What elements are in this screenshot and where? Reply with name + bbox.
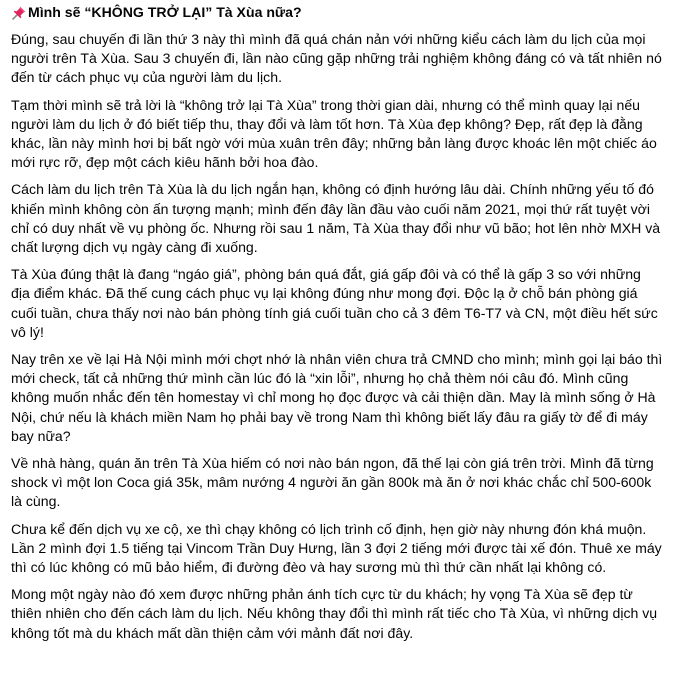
- post-paragraph: Tạm thời mình sẽ trả lời là “không trở lại Tà Xùa” trong thời gian dài, nhưng có thể mình quay lại nếu người làm du lịch ở đó biết tiếp thu, thay đổi và làm tốt hơn. Tà Xùa đẹp không? Đẹp, rất đẹp là đằng khác, lần này mình hơi bị bất ngờ với mùa xuân trên đây; những bản làng được khoác lên một chiếc áo mới rực rỡ, đẹp một cách kiêu hãnh bởi hoa đào.: [11, 96, 657, 171]
- pushpin-icon: [11, 5, 27, 21]
- post-title-line: [11, 3, 663, 22]
- post-title: Mình sẽ “KHÔNG TRỞ LẠI” Tà Xùa nữa?: [28, 3, 302, 20]
- post-paragraph: Tà Xùa đúng thật là đang “ngáo giá”, phòng bán quá đắt, giá gấp đôi và có thể là gấp 3 so với những địa điểm khác. Đã thế cung cách phục vụ lại không đúng như mong đợi. Độc lạ ở chỗ bán phòng giá cuối tuần, chưa thấy nơi nào bán phòng tính giá cuối tuần cho cả 3 đêm T6-T7 và CN, một điều hết sức vô lý!: [11, 266, 658, 340]
- post-paragraph: Nay trên xe về lại Hà Nội mình mới chợt nhớ là nhân viên chưa trả CMND cho mình; mình gọi lại báo thì mới check, tất cả những thứ mình cần lúc đó là “xin lỗi”, nhưng họ chả thèm nói câu đó. Mình cũng không muốn nhắc đến tên homestay vì chỉ mong họ đọc được và cải thiện dần. May là mình sống ở Hà Nội, chứ nếu là khách miền Nam họ phải bay về trong Nam thì không biết lấy đâu ra giấy tờ để đi máy bay nữa?: [11, 351, 663, 444]
- post-paragraph: Chưa kể đến dịch vụ xe cộ, xe thì chạy không có lịch trình cố định, hẹn giờ này nhưng đón khá muộn. Lần 2 mình đợi 1.5 tiếng tại Vincom Trần Duy Hưng, lần 3 đợi 2 tiếng mới được tài xế đón. Thuê xe máy thì có lúc không có mũ bảo hiểm, đi đường đèo và hay sương mù thì thứ cần nhất lại không có.: [11, 520, 662, 576]
- post-paragraph: Cách làm du lịch trên Tà Xùa là du lịch ngắn hạn, không có định hướng lâu dài. Chính những yếu tố đó khiến mình không còn ấn tượng mạnh; mình đến đây lần đầu vào cuối năm 2021, mọi thứ rất tuyệt vời chỉ có duy nhất về vụ phòng ốc. Nhưng rồi sau 1 năm, Tà Xùa thay đổi như vũ bão; hot lên nhờ MXH và chất lượng dịch vụ ngày càng đi xuống.: [11, 181, 661, 256]
- post-paragraph: Mong một ngày nào đó xem được những phản ánh tích cực từ du khách; hy vọng Tà Xùa sẽ đẹp từ thiên nhiên cho đến cách làm du lịch. Nếu không thay đổi thì mình rất tiếc cho Tà Xùa, vì những dịch vụ không tốt mà du khách mất dần thiện cảm với mảnh đất nơi đây.: [11, 586, 658, 641]
- post-paragraph: Đúng, sau chuyến đi lần thứ 3 này thì mình đã quá chán nản với những kiểu cách làm du lịch của mọi người trên Tà Xùa. Sau 3 chuyến đi, lần nào cũng gặp những trải nghiệm không đáng có và tất nhiên nó đến từ cách phục vụ của người làm du lịch.: [11, 31, 662, 86]
- post-paragraph: Về nhà hàng, quán ăn trên Tà Xùa hiếm có nơi nào bán ngon, đã thế lại còn giá trên trời. Mình đã từng shock vì một lon Coca giá 35k, mâm nướng 4 người ăn gần 800k mà ăn ở nơi khác chắc chỉ 500-600k là cùng.: [11, 455, 654, 510]
